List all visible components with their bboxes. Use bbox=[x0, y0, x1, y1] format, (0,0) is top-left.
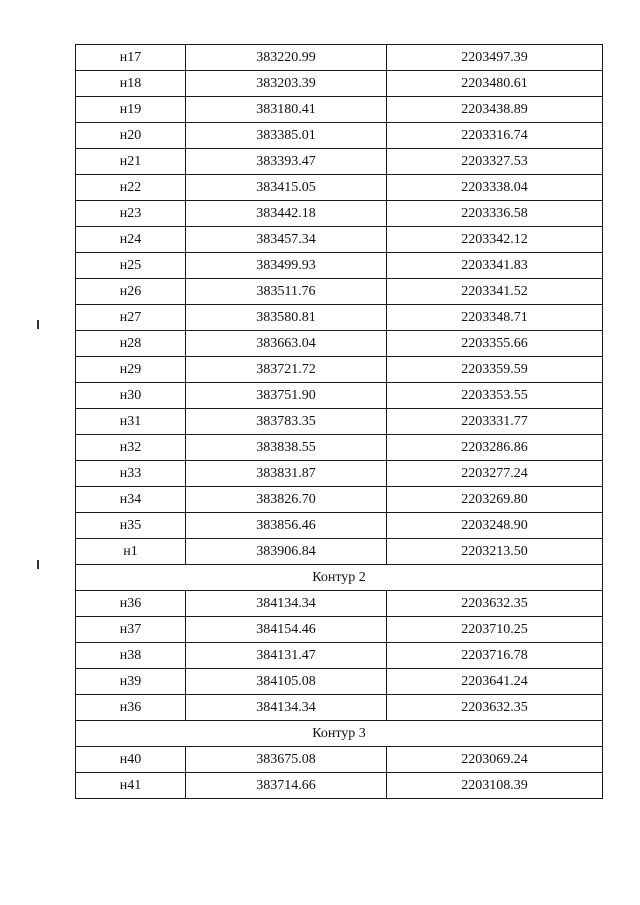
x-coordinate-cell: 384105.08 bbox=[186, 669, 387, 695]
table-row bbox=[76, 149, 603, 175]
table-row bbox=[76, 305, 603, 331]
table-row bbox=[76, 513, 603, 539]
point-id-cell: н24 bbox=[76, 227, 186, 253]
table-row bbox=[76, 227, 603, 253]
point-id-cell: н21 bbox=[76, 149, 186, 175]
table-row bbox=[76, 253, 603, 279]
y-coordinate-cell: 2203069.24 bbox=[387, 747, 603, 773]
section-row bbox=[76, 565, 603, 591]
table-row bbox=[76, 487, 603, 513]
table-row bbox=[76, 409, 603, 435]
point-id-cell: н26 bbox=[76, 279, 186, 305]
scan-margin-mark bbox=[37, 560, 39, 569]
point-id-cell: н28 bbox=[76, 331, 186, 357]
y-coordinate-cell: 2203338.04 bbox=[387, 175, 603, 201]
point-id-cell: н17 bbox=[76, 45, 186, 71]
x-coordinate-cell: 384154.46 bbox=[186, 617, 387, 643]
x-coordinate-cell: 383856.46 bbox=[186, 513, 387, 539]
table-row bbox=[76, 643, 603, 669]
table-row bbox=[76, 747, 603, 773]
y-coordinate-cell: 2203341.52 bbox=[387, 279, 603, 305]
point-id-cell: н1 bbox=[76, 539, 186, 565]
table-row bbox=[76, 669, 603, 695]
x-coordinate-cell: 384131.47 bbox=[186, 643, 387, 669]
point-id-cell: н36 bbox=[76, 695, 186, 721]
table-row bbox=[76, 123, 603, 149]
y-coordinate-cell: 2203710.25 bbox=[387, 617, 603, 643]
section-label: Контур 2 bbox=[76, 565, 603, 591]
y-coordinate-cell: 2203277.24 bbox=[387, 461, 603, 487]
point-id-cell: н39 bbox=[76, 669, 186, 695]
y-coordinate-cell: 2203353.55 bbox=[387, 383, 603, 409]
point-id-cell: н38 bbox=[76, 643, 186, 669]
point-id-cell: н34 bbox=[76, 487, 186, 513]
table-row bbox=[76, 331, 603, 357]
y-coordinate-cell: 2203316.74 bbox=[387, 123, 603, 149]
x-coordinate-cell: 383442.18 bbox=[186, 201, 387, 227]
x-coordinate-cell: 383838.55 bbox=[186, 435, 387, 461]
point-id-cell: н32 bbox=[76, 435, 186, 461]
x-coordinate-cell: 383415.05 bbox=[186, 175, 387, 201]
coordinates-table bbox=[75, 44, 603, 799]
y-coordinate-cell: 2203108.39 bbox=[387, 773, 603, 799]
y-coordinate-cell: 2203497.39 bbox=[387, 45, 603, 71]
point-id-cell: н36 bbox=[76, 591, 186, 617]
y-coordinate-cell: 2203641.24 bbox=[387, 669, 603, 695]
table-row bbox=[76, 97, 603, 123]
table-row bbox=[76, 175, 603, 201]
y-coordinate-cell: 2203269.80 bbox=[387, 487, 603, 513]
table-row bbox=[76, 617, 603, 643]
point-id-cell: н19 bbox=[76, 97, 186, 123]
x-coordinate-cell: 383783.35 bbox=[186, 409, 387, 435]
x-coordinate-cell: 383580.81 bbox=[186, 305, 387, 331]
point-id-cell: н25 bbox=[76, 253, 186, 279]
x-coordinate-cell: 383906.84 bbox=[186, 539, 387, 565]
y-coordinate-cell: 2203341.83 bbox=[387, 253, 603, 279]
coordinates-table-body bbox=[76, 45, 603, 799]
table-row bbox=[76, 591, 603, 617]
x-coordinate-cell: 383203.39 bbox=[186, 71, 387, 97]
y-coordinate-cell: 2203327.53 bbox=[387, 149, 603, 175]
table-row bbox=[76, 695, 603, 721]
y-coordinate-cell: 2203286.86 bbox=[387, 435, 603, 461]
point-id-cell: н23 bbox=[76, 201, 186, 227]
y-coordinate-cell: 2203359.59 bbox=[387, 357, 603, 383]
point-id-cell: н37 bbox=[76, 617, 186, 643]
table-row bbox=[76, 279, 603, 305]
table-row bbox=[76, 383, 603, 409]
x-coordinate-cell: 383751.90 bbox=[186, 383, 387, 409]
x-coordinate-cell: 383663.04 bbox=[186, 331, 387, 357]
point-id-cell: н31 bbox=[76, 409, 186, 435]
y-coordinate-cell: 2203248.90 bbox=[387, 513, 603, 539]
x-coordinate-cell: 383385.01 bbox=[186, 123, 387, 149]
section-row bbox=[76, 721, 603, 747]
point-id-cell: н30 bbox=[76, 383, 186, 409]
section-label: Контур 3 bbox=[76, 721, 603, 747]
y-coordinate-cell: 2203438.89 bbox=[387, 97, 603, 123]
table-row bbox=[76, 435, 603, 461]
x-coordinate-cell: 383826.70 bbox=[186, 487, 387, 513]
x-coordinate-cell: 383714.66 bbox=[186, 773, 387, 799]
x-coordinate-cell: 383180.41 bbox=[186, 97, 387, 123]
y-coordinate-cell: 2203336.58 bbox=[387, 201, 603, 227]
point-id-cell: н20 bbox=[76, 123, 186, 149]
y-coordinate-cell: 2203348.71 bbox=[387, 305, 603, 331]
point-id-cell: н41 bbox=[76, 773, 186, 799]
x-coordinate-cell: 383393.47 bbox=[186, 149, 387, 175]
table-row bbox=[76, 71, 603, 97]
table-row bbox=[76, 201, 603, 227]
y-coordinate-cell: 2203480.61 bbox=[387, 71, 603, 97]
y-coordinate-cell: 2203342.12 bbox=[387, 227, 603, 253]
table-row bbox=[76, 461, 603, 487]
point-id-cell: н40 bbox=[76, 747, 186, 773]
y-coordinate-cell: 2203716.78 bbox=[387, 643, 603, 669]
x-coordinate-cell: 383220.99 bbox=[186, 45, 387, 71]
x-coordinate-cell: 383457.34 bbox=[186, 227, 387, 253]
y-coordinate-cell: 2203213.50 bbox=[387, 539, 603, 565]
x-coordinate-cell: 383721.72 bbox=[186, 357, 387, 383]
point-id-cell: н27 bbox=[76, 305, 186, 331]
point-id-cell: н22 bbox=[76, 175, 186, 201]
table-row bbox=[76, 773, 603, 799]
point-id-cell: н18 bbox=[76, 71, 186, 97]
x-coordinate-cell: 384134.34 bbox=[186, 591, 387, 617]
x-coordinate-cell: 383499.93 bbox=[186, 253, 387, 279]
point-id-cell: н35 bbox=[76, 513, 186, 539]
x-coordinate-cell: 384134.34 bbox=[186, 695, 387, 721]
y-coordinate-cell: 2203632.35 bbox=[387, 695, 603, 721]
x-coordinate-cell: 383675.08 bbox=[186, 747, 387, 773]
point-id-cell: н33 bbox=[76, 461, 186, 487]
x-coordinate-cell: 383511.76 bbox=[186, 279, 387, 305]
table-row bbox=[76, 539, 603, 565]
scan-margin-mark bbox=[37, 320, 39, 329]
y-coordinate-cell: 2203355.66 bbox=[387, 331, 603, 357]
y-coordinate-cell: 2203632.35 bbox=[387, 591, 603, 617]
x-coordinate-cell: 383831.87 bbox=[186, 461, 387, 487]
y-coordinate-cell: 2203331.77 bbox=[387, 409, 603, 435]
table-row bbox=[76, 45, 603, 71]
table-row bbox=[76, 357, 603, 383]
point-id-cell: н29 bbox=[76, 357, 186, 383]
